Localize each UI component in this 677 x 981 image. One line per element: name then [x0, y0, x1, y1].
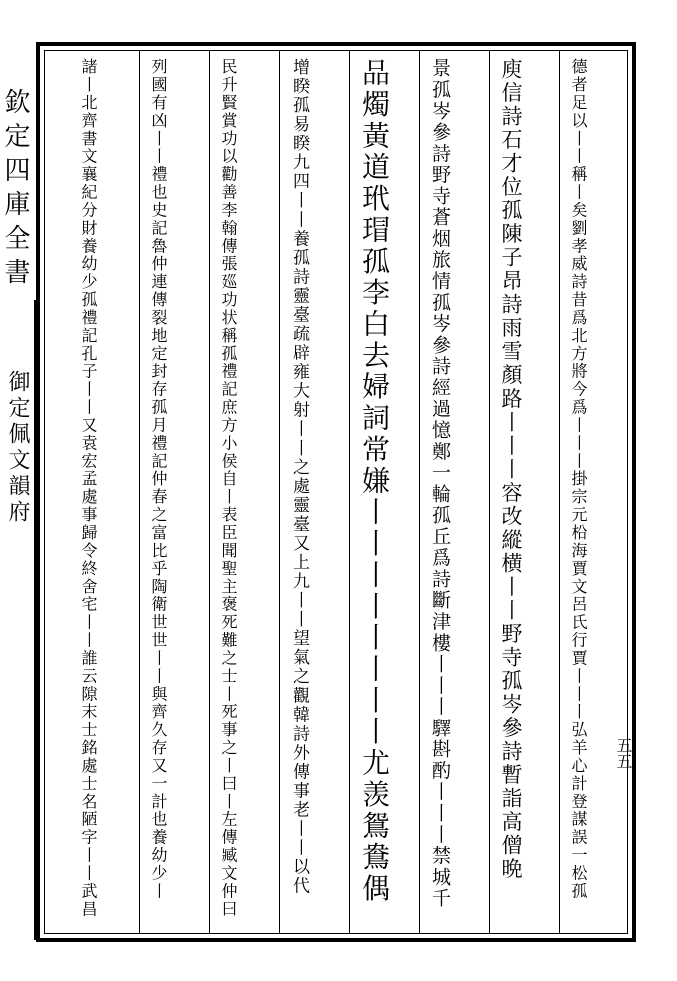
text-column	[360, 58, 416, 928]
text-column	[150, 58, 206, 928]
column-text: 庾信詩石才位孤陳子昂詩雨雪顏路丨丨丨容改縱横丨丨野寺孤岑參詩暫詣高僧晩	[499, 58, 523, 882]
column-text: 德者足以丨丨稱丨矣劉孝威詩昔爲北方將今爲丨丨丨掛宗元柗海賈文呂氏行賈丨丨丨弘羊心計登謀誤一松孤	[569, 58, 588, 901]
column-divider	[559, 50, 560, 934]
column-text: 列國有凶丨丨禮也史記魯仲連傳裂地定封存孤月禮記仲春之富比乎陶衛世世丨丨與齊久存又一計也養幼少丨	[149, 58, 168, 901]
column-divider	[209, 50, 210, 934]
column-text: 民升賢賞功以勸善李翰傳張廵功状稱孤禮記庶方小侯自丨表臣聞聖主褒死難之士丨死事之丨曰丨左傳臧文仲曰	[219, 58, 238, 919]
column-text: 景孤岑參詩野寺蒼烟旅情孤岑參詩經過憶鄭一輪孤丘爲詩斷津樓丨丨丨驛斟酌丨丨丨禁城千	[429, 58, 451, 910]
text-column	[570, 58, 626, 928]
column-divider	[139, 50, 140, 934]
volume-title-margin: 御定佩文韻府	[5, 370, 30, 526]
book-title-margin: 欽定四庫全書	[0, 88, 30, 292]
page-margin	[0, 40, 36, 940]
column-divider	[279, 50, 280, 934]
page-number: 五五	[614, 737, 633, 769]
text-column	[290, 58, 346, 928]
text-column	[80, 58, 136, 928]
text-column	[500, 58, 556, 928]
column-text: 增睽孤易睽九四丨丨養孤詩靈臺疏辟雍大射丨丨之處靈臺又上九丨丨望氣之觀韓詩外傳事老丨丨以代	[289, 58, 309, 896]
column-divider	[419, 50, 420, 934]
column-text: 品燭黃道玳瑁孤李白去婦詞常嫌丨丨丨丨丨丨丨丨尤羡鴛鴦偶	[358, 58, 391, 905]
column-divider	[349, 50, 350, 934]
text-column	[220, 58, 276, 928]
column-divider	[489, 50, 490, 934]
text-column	[430, 58, 486, 928]
column-text: 諸丨北齊書文襄紀分財養幼少孤禮記孔子丨丨又袁宏孟處事歸令終舍宅丨丨誰云隙末士銘處士名陋字丨丨武昌	[79, 58, 98, 919]
